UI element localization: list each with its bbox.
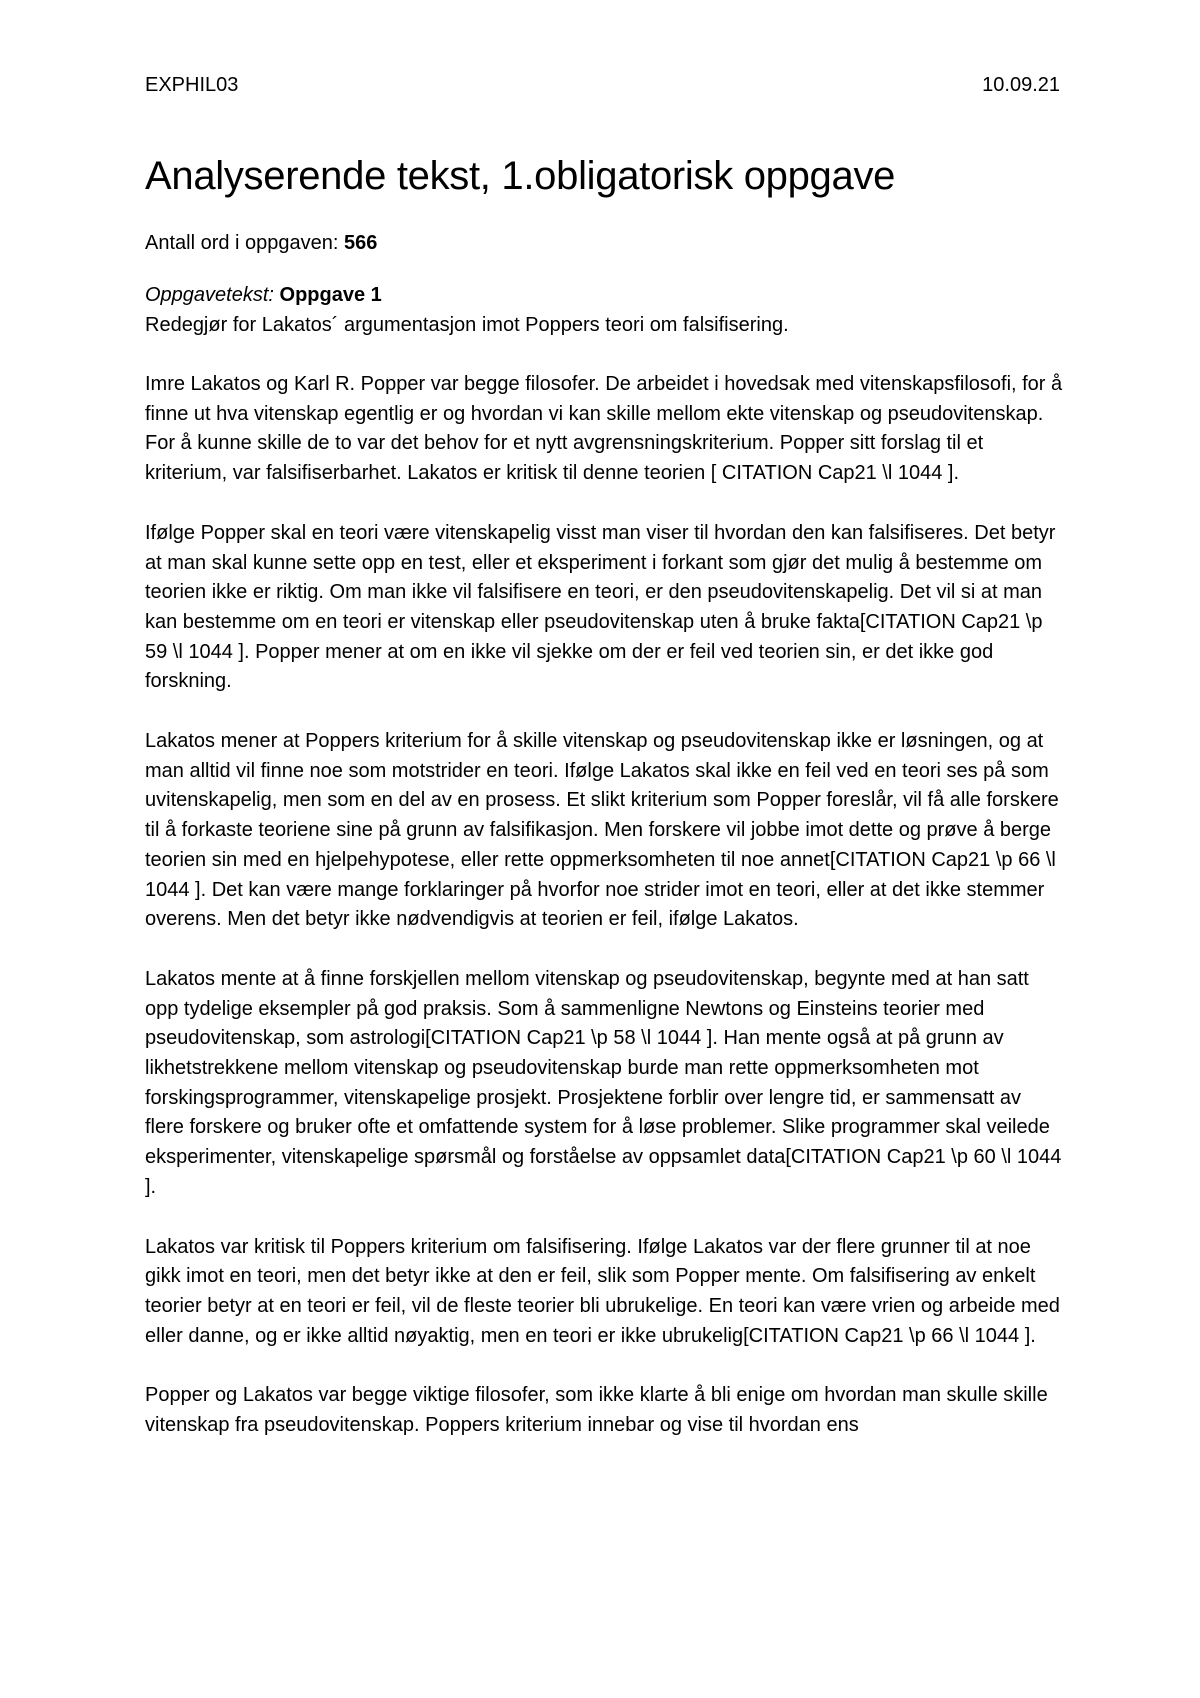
page-header — [145, 74, 1060, 102]
task-label: Oppgavetekst: — [145, 284, 274, 306]
paragraph-2: Ifølge Popper skal en teori være vitenskapelig visst man viser til hvordan den kan falsifiseres. Det betyr at man skal kunne sette opp en test, eller et eksperiment i forkant som gjør det mulig å bestemme om teorien ikke er riktig. Om man ikke vil falsifisere en teori, er den pseudovitenskapelig. Det vil si at man kan bestemme om en teori er vitenskap eller pseudovitenskap uten å bruke fakta[CITATION Cap21 \p 59 \l 1044 ]. Popper mener at om en ikke vil sjekke om der er feil ved teorien sin, er det ikke god forskning. — [145, 521, 1056, 693]
paragraph-3: Lakatos mener at Poppers kriterium for å skille vitenskap og pseudovitenskap ikke er løsningen, og at man alltid vil finne noe som motstrider en teori. Ifølge Lakatos skal ikke en feil ved en teori ses på som uvitenskapelig, men som en del av en prosess. Et slikt kriterium som Popper foreslår, vil få alle forskere til å forkaste teoriene sine på grunn av falsifikasjon. Men forskere vil jobbe imot dette og prøve å berge teorien sin med en hjelpehypotese, eller rette oppmerksomheten til noe annet[CITATION Cap21 \p 66 \l 1044 ]. Det kan være mange forklaringer på hvorfor noe strider imot en teori, eller at det ikke stemmer overens. Men det betyr ikke nødvendigvis at teorien er feil, ifølge Lakatos. — [145, 730, 1059, 931]
paragraph-1: Imre Lakatos og Karl R. Popper var begge filosofer. De arbeidet i hovedsak med vitenskapsfilosofi, for å finne ut hva vitenskap egentlig er og hvordan vi kan skille mellom ekte vitenskap og pseudovitenskap. For å kunne skille de to var det behov for et nytt avgrensningskriterium. Popper sitt forslag til et kriterium, var falsifiserbarhet. Lakatos er kritisk til denne teorien [ CITATION Cap21 \l 1044 ]. — [145, 373, 1063, 485]
header-date: 10.09.21 — [982, 74, 1060, 96]
word-count-value: 566 — [344, 232, 378, 254]
paragraph-4: Lakatos mente at å finne forskjellen mellom vitenskap og pseudovitenskap, begynte med at han satt opp tydelige eksempler på god praksis. Som å sammenligne Newtons og Einsteins teorier med pseudovitenskap, som astrologi[CITATION Cap21 \p 58 \l 1044 ]. Han mente også at på grunn av likhetstrekkene mellom vitenskap og pseudovitenskap burde man rette oppmerksomheten mot forskingsprogrammer, vitenskapelige prosjekt. Prosjektene forblir over lengre tid, er sammensatt av flere forskere og bruker ofte et omfattende system for å løse problemer. Slike programmer skal veilede eksperimenter, vitenskapelige spørsmål og forståelse av oppsamlet data[CITATION Cap21 \p 60 \l 1044 ]. — [145, 967, 1062, 1198]
task-section — [145, 280, 1065, 340]
paragraph-5: Lakatos var kritisk til Poppers kriterium om falsifisering. Ifølge Lakatos var der flere grunner til at noe gikk imot en teori, men det betyr ikke at den er feil, slik som Popper mente. Om falsifisering av enkelt teorier betyr at en teori er feil, vil de fleste teorier bli ubrukelige. En teori kan være vrien og arbeide med eller danne, og er ikke alltid nøyaktig, men en teori er ikke ubrukelig[CITATION Cap21 \p 66 \l 1044 ]. — [145, 1235, 1060, 1347]
course-code: EXPHIL03 — [145, 74, 239, 96]
task-name: Oppgave 1 — [279, 284, 382, 306]
paragraph-6: Popper og Lakatos var begge viktige filosofer, som ikke klarte å bli enige om hvordan man skulle skille vitenskap fra pseudovitenskap. Poppers kriterium innebar og vise til hvordan ens — [145, 1384, 1048, 1437]
word-count-label: Antall ord i oppgaven: — [145, 232, 345, 254]
document-body — [145, 148, 1065, 1441]
word-count — [145, 228, 1065, 258]
task-description: Redegjør for Lakatos´ argumentasjon imot Poppers teori om falsifisering. — [145, 314, 789, 336]
document-title: Analyserende tekst, 1.obligatorisk oppgave — [145, 154, 896, 198]
